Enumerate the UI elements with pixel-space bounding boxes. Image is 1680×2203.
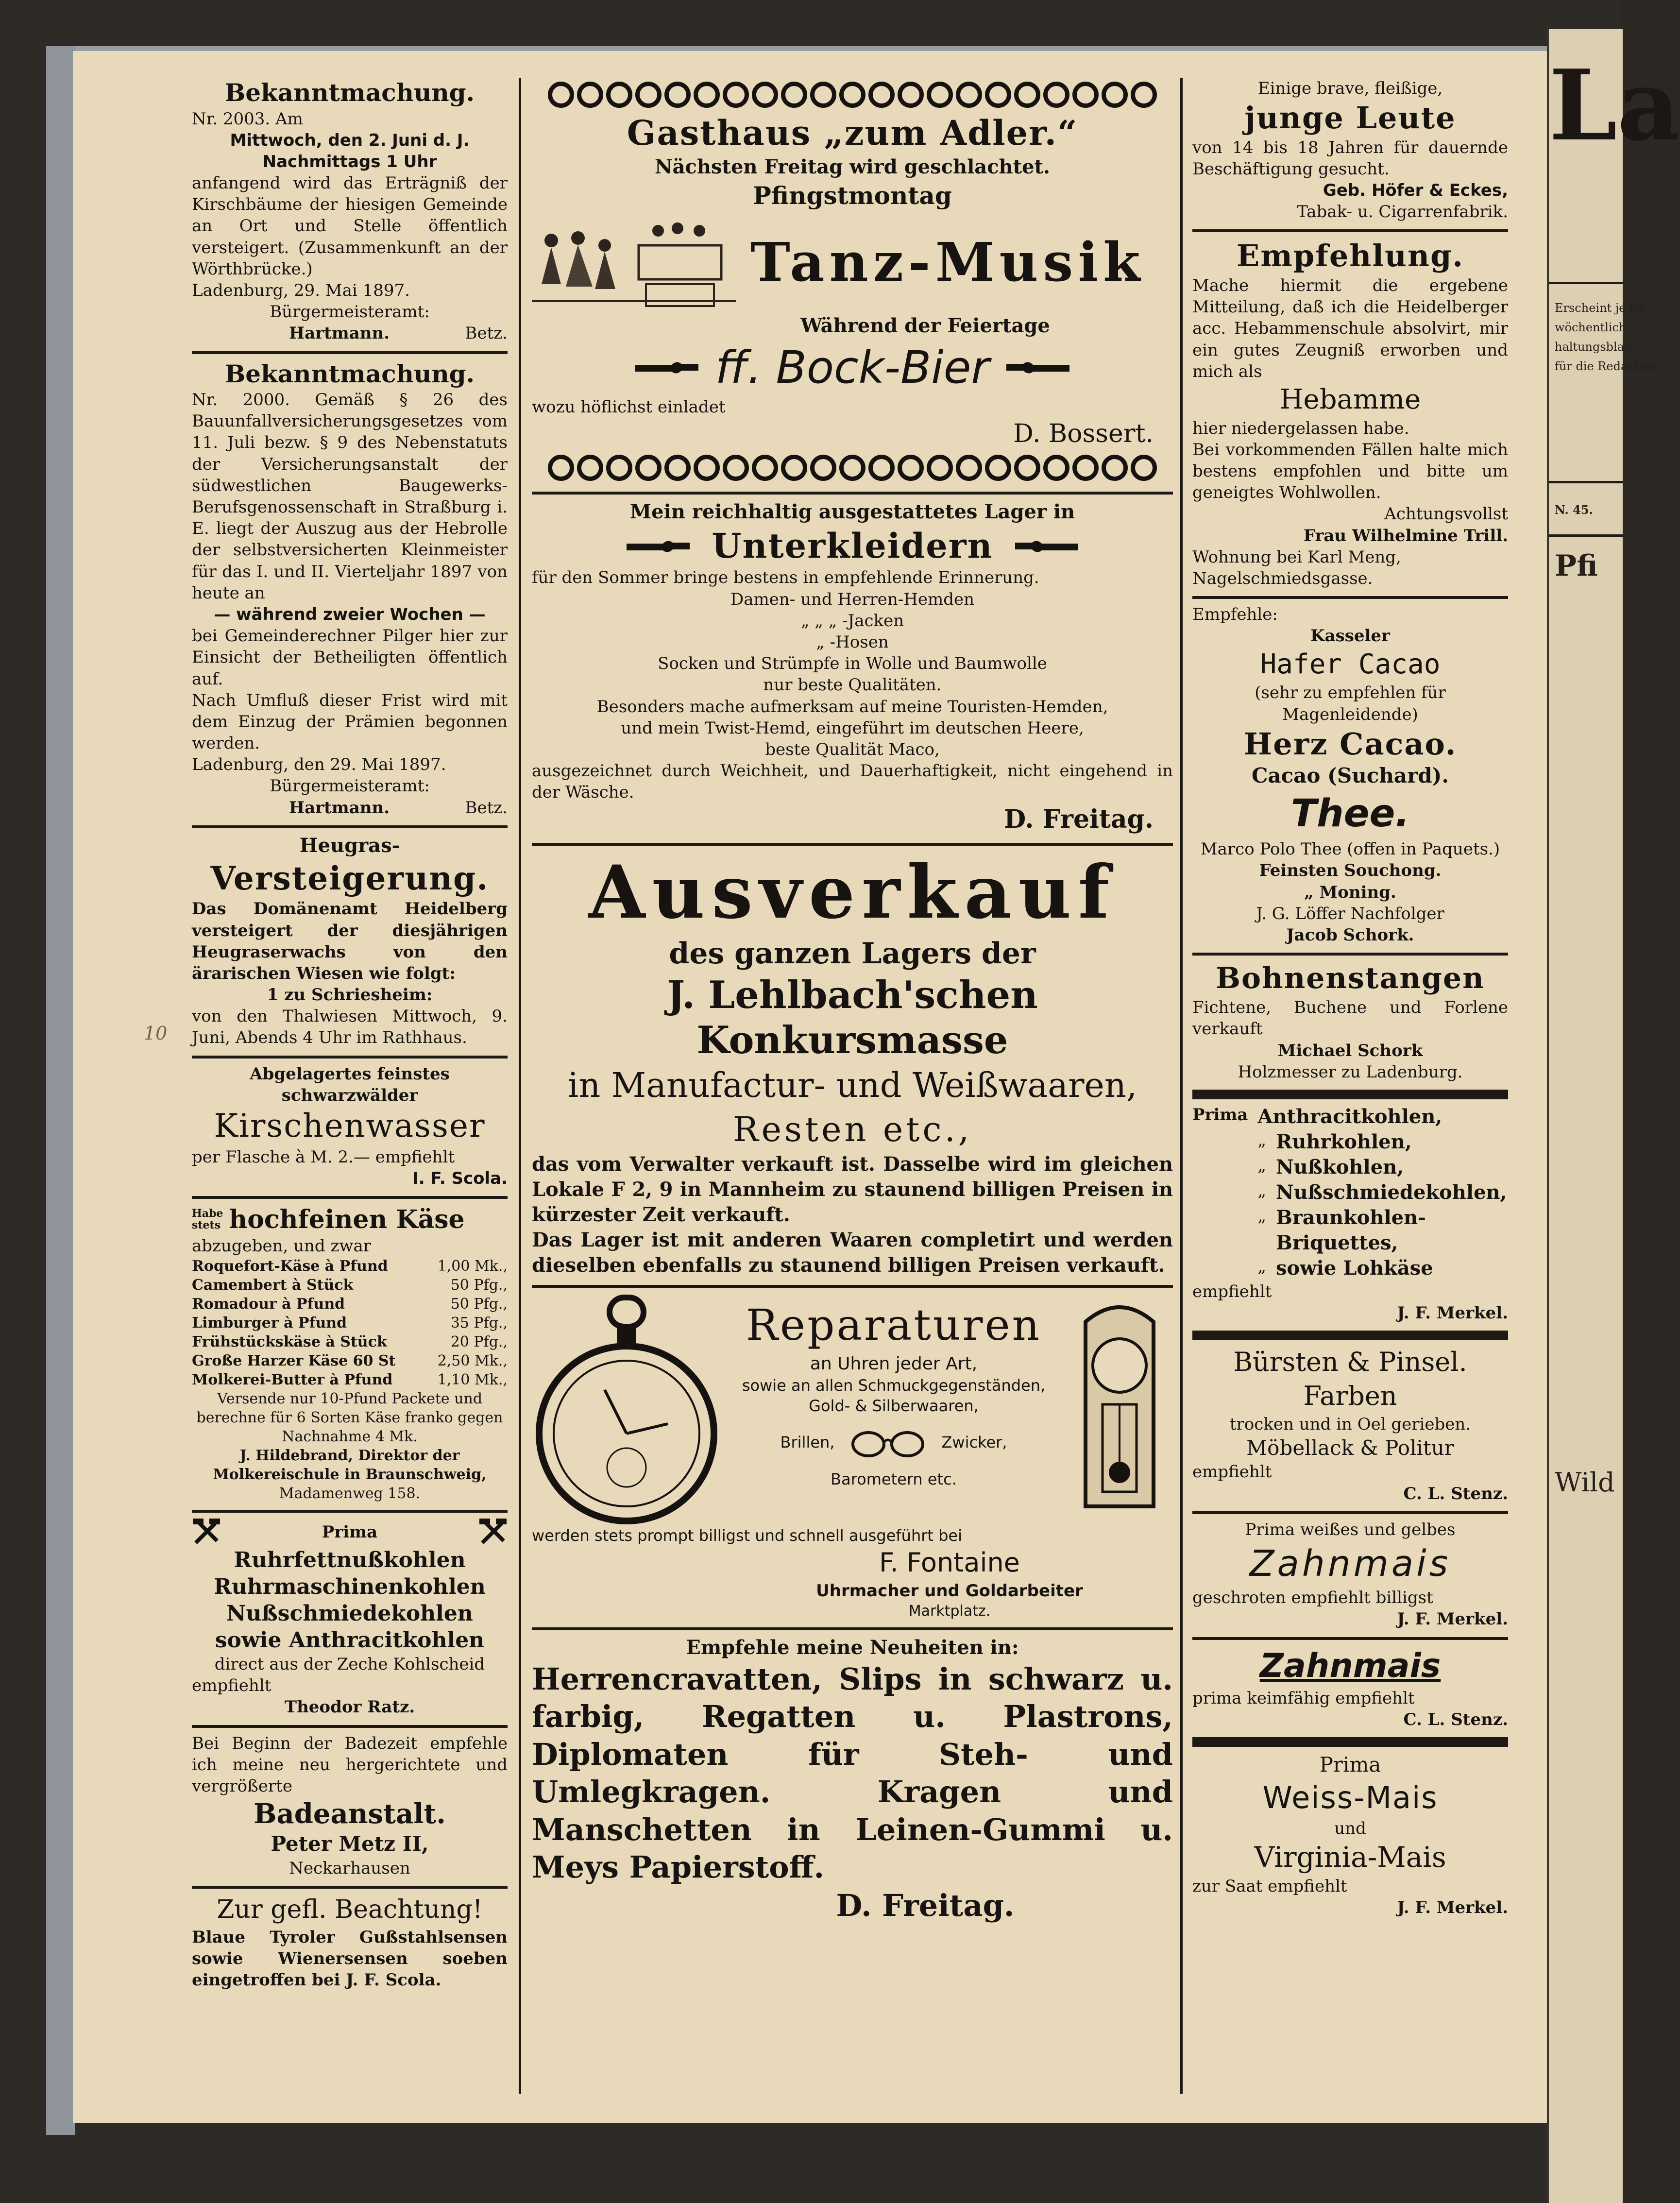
ring-ornament bbox=[810, 455, 836, 481]
ring-ornament bbox=[606, 455, 632, 481]
coal-item: sowie Lohkäse bbox=[1276, 1256, 1433, 1280]
ad-line: Damen- und Herren-Hemden bbox=[730, 589, 975, 609]
next-page-text: Erscheint jeder bbox=[1555, 301, 1646, 315]
ad-signature: D. Freitag. bbox=[836, 1887, 1015, 1923]
notice-emphasis: — während zweier Wochen — bbox=[214, 604, 486, 624]
crossed-hammers-icon bbox=[478, 1518, 508, 1547]
notice-bauunfall bbox=[192, 354, 508, 828]
ad-body: Herrencravatten, Slips in schwarz u. farbig, Regatten u. Plastrons, Diplomaten für Steh- und Umlegkragen. Kragen und Manschetten in Leinen-Gummi u. Meys Papierstoff. bbox=[532, 1661, 1173, 1885]
ad-title: Versteigerung. bbox=[210, 859, 489, 897]
ring-ornament bbox=[1102, 82, 1128, 108]
ring-ornament bbox=[1043, 82, 1069, 108]
ring-ornament bbox=[548, 82, 574, 108]
ad-line: J. G. Löffer Nachfolger bbox=[1256, 904, 1444, 923]
pointing-hand-icon bbox=[1013, 529, 1081, 563]
ad-signature: I. F. Scola. bbox=[412, 1168, 508, 1188]
ad-line: wozu höflichst einladet bbox=[532, 397, 726, 417]
ring-ornament bbox=[1102, 455, 1128, 481]
next-page-text: wöchentlich bbox=[1555, 321, 1627, 334]
ad-body: ausgezeichnet durch Weichheit, und Dauerhaftigkeit, nicht eingehend in der Wäsche. bbox=[532, 761, 1173, 803]
ad-headline: ff. Bock-Bier bbox=[715, 341, 990, 393]
coal-list bbox=[1257, 1104, 1508, 1281]
ad-ausverkauf bbox=[532, 846, 1173, 1288]
price-row bbox=[192, 1332, 508, 1351]
next-page-text: Wild bbox=[1555, 1467, 1615, 1498]
ad-title: Empfehlung. bbox=[1236, 238, 1464, 274]
dancers-illustration bbox=[532, 211, 736, 313]
notice-signature: Hartmann. bbox=[289, 324, 390, 343]
ring-ornament bbox=[664, 455, 691, 481]
column-right bbox=[1192, 73, 1508, 1925]
ring-ornament bbox=[577, 455, 603, 481]
crossed-hammers-icon bbox=[192, 1518, 221, 1547]
ad-line: J. Lehlbach'schen Konkursmasse bbox=[667, 973, 1038, 1063]
notice-body: anfangend wird das Erträgniß der Kirschbäume der hiesigen Gemeinde an Ort und Stelle öffentlich versteigert. (Zusammenkunft an der Wörthbrücke.) bbox=[192, 173, 508, 279]
ad-line: und bbox=[1334, 1818, 1366, 1838]
ad-line: Prima weißes und gelbes bbox=[1245, 1520, 1456, 1539]
ring-ornament bbox=[694, 455, 720, 481]
ad-body: Blaue Tyroler Gußstahlsensen sowie Wienersensen soeben eingetroffen bei J. F. Scola. bbox=[192, 1927, 508, 1990]
ad-signature: D. Bossert. bbox=[1013, 419, 1154, 449]
pointing-hand-icon bbox=[624, 529, 692, 563]
ring-ornament bbox=[839, 82, 865, 108]
next-page-rule bbox=[1549, 282, 1623, 284]
ditto-mark: „ bbox=[1257, 1256, 1267, 1276]
ad-title: Zur gefl. Beachtung! bbox=[217, 1895, 483, 1924]
ad-headline: Herz Cacao. bbox=[1243, 726, 1457, 762]
ad-line: Empfehle meine Neuheiten in: bbox=[686, 1636, 1019, 1659]
ad-line: Uhrmacher und Goldarbeiter bbox=[816, 1581, 1083, 1601]
ad-pretitle: Heugras- bbox=[299, 834, 400, 857]
ad-body: von 14 bis 18 Jahren für dauernde Beschäftigung gesucht. bbox=[1192, 137, 1508, 179]
ad-kaese bbox=[192, 1199, 508, 1513]
ad-headline: Ausverkauf bbox=[588, 850, 1117, 936]
ad-line: Tabak- u. Cigarrenfabrik. bbox=[1297, 202, 1508, 222]
ad-line: geschroten empfiehlt billigst bbox=[1192, 1588, 1433, 1608]
notice-body: Nach Umfluß dieser Frist wird mit dem Einzug der Prämien begonnen werden. bbox=[192, 690, 508, 753]
ad-body: Fichtene, Buchene und Forlene verkauft bbox=[1192, 998, 1508, 1039]
ring-ornament bbox=[1072, 82, 1099, 108]
ad-headline: Farben bbox=[1303, 1381, 1397, 1412]
price-list bbox=[192, 1257, 508, 1389]
ad-signature: Theodor Ratz. bbox=[284, 1697, 415, 1717]
column-middle bbox=[532, 73, 1173, 1932]
ad-line: Brillen, bbox=[780, 1433, 835, 1452]
ad-kohlen bbox=[192, 1513, 508, 1728]
price-item-price: 20 Pfg., bbox=[450, 1333, 508, 1351]
ad-signature: Jacob Schork. bbox=[1286, 925, 1414, 945]
ad-badeanstalt bbox=[192, 1728, 508, 1889]
ring-ornament bbox=[956, 82, 982, 108]
coal-row bbox=[1257, 1180, 1508, 1205]
ad-line: direct aus der Zeche Kohlscheid bbox=[214, 1655, 485, 1674]
coal-row bbox=[1257, 1129, 1508, 1155]
ad-buersten bbox=[1192, 1333, 1508, 1514]
ad-line: „ „ „ -Jacken bbox=[800, 611, 904, 631]
price-row bbox=[192, 1276, 508, 1295]
ad-body: hier niedergelassen habe. bbox=[1192, 418, 1409, 438]
price-item-price: 1,00 Mk., bbox=[437, 1258, 508, 1275]
ad-line: Barometern etc. bbox=[831, 1470, 957, 1489]
price-item-name: Roquefort-Käse à Pfund bbox=[192, 1258, 388, 1275]
ad-line: Möbellack & Politur bbox=[1246, 1435, 1454, 1460]
ad-subtitle: abzugeben, und zwar bbox=[192, 1236, 372, 1256]
ad-line: beste Qualität Maco, bbox=[765, 739, 940, 759]
ad-line: Ruhrmaschinenkohlen bbox=[214, 1574, 486, 1600]
ad-pretitle: Prima bbox=[1319, 1753, 1381, 1777]
ad-line: für den Sommer bringe bestens in empfehlende Erinnerung. bbox=[532, 568, 1039, 588]
ad-headline: Zahnmais bbox=[1259, 1646, 1441, 1685]
ad-line: Besonders mache aufmerksam auf meine Touristen-Hemden, bbox=[596, 697, 1108, 717]
ditto-mark: „ bbox=[1257, 1130, 1267, 1150]
ad-body: Versende nur 10-Pfund Packete und berechne für 6 Sorten Käse franko gegen Nachnahme 4 Mk. bbox=[196, 1390, 503, 1446]
price-item-name: Frühstückskäse à Stück bbox=[192, 1333, 387, 1351]
coal-row bbox=[1257, 1205, 1508, 1256]
ad-title: hochfeinen Käse bbox=[229, 1204, 465, 1234]
ad-kirschenwasser bbox=[192, 1059, 508, 1199]
price-row bbox=[192, 1314, 508, 1332]
next-page-masthead: La bbox=[1549, 49, 1680, 163]
price-item-price: 35 Pfg., bbox=[450, 1315, 508, 1332]
ad-place: Neckarhausen bbox=[289, 1858, 410, 1878]
ring-ornament bbox=[781, 82, 807, 108]
ring-ornament bbox=[985, 82, 1011, 108]
notice-office: Bürgermeisteramt: bbox=[270, 776, 430, 796]
next-page-edge bbox=[1547, 29, 1680, 2203]
ad-line: per Flasche à M. 2.— empfiehlt bbox=[192, 1147, 455, 1167]
ad-line: prima keimfähig empfiehlt bbox=[1192, 1688, 1415, 1708]
ad-title: Gasthaus „zum Adler.“ bbox=[627, 113, 1078, 153]
ad-body: Bei vorkommenden Fällen halte mich bestens empfohlen und bitte um geneigtes Wohlwollen. bbox=[1192, 440, 1508, 503]
ad-line: Cacao (Suchard). bbox=[1251, 764, 1449, 788]
ad-line: werden stets prompt billigst und schnell ausgeführt bei bbox=[532, 1526, 962, 1545]
ad-emphasis: Hebamme bbox=[1279, 383, 1421, 415]
ring-ornament bbox=[927, 455, 953, 481]
ad-line: Achtungsvollst bbox=[1384, 504, 1508, 524]
ditto-mark: „ bbox=[1257, 1155, 1267, 1175]
ad-line: Socken und Strümpfe in Wolle und Baumwolle bbox=[658, 654, 1047, 674]
ad-neuheiten bbox=[532, 1630, 1173, 1932]
ring-ornament bbox=[694, 82, 720, 108]
notice-title: Bekanntmachung. bbox=[224, 359, 475, 388]
coal-item: Braunkohlen-Briquettes, bbox=[1276, 1206, 1426, 1254]
ad-pretitle: Abgelagertes feinstes schwarzwälder bbox=[250, 1064, 450, 1105]
ad-title: Kirschenwasser bbox=[214, 1107, 486, 1144]
column-left bbox=[192, 73, 508, 1998]
ad-line: Nußschmiedekohlen bbox=[226, 1601, 473, 1626]
ad-line: empfiehlt bbox=[192, 1676, 272, 1696]
ad-body: Das Domänenamt Heidelberg versteigert der diesjährigen Heugraserwachs von den ärarischen Wiesen wie folgt: bbox=[192, 899, 508, 983]
notice-place: Ladenburg, 29. Mai 1897. bbox=[192, 281, 410, 300]
ring-ornament bbox=[927, 82, 953, 108]
price-item-price: 50 Pfg., bbox=[450, 1296, 508, 1313]
ad-headline: Virginia-Mais bbox=[1254, 1840, 1446, 1874]
pointing-hand-icon bbox=[633, 350, 701, 384]
ring-ornament bbox=[839, 455, 865, 481]
ring-ornament bbox=[635, 455, 662, 481]
notice-line: Nr. 2003. Am bbox=[192, 109, 303, 129]
notice-place: Ladenburg, den 29. Mai 1897. bbox=[192, 755, 446, 775]
ad-title: Unterkleidern bbox=[712, 525, 993, 566]
ad-headline: Weiss-Mais bbox=[1262, 1779, 1438, 1815]
ring-ornament bbox=[1043, 455, 1069, 481]
ad-line: Während der Feiertage bbox=[800, 314, 1050, 337]
ad-pretitle: Habe bbox=[192, 1207, 223, 1220]
ad-signature: F. Fontaine bbox=[879, 1547, 1020, 1578]
coal-item: Nußschmiedekohlen, bbox=[1276, 1180, 1507, 1204]
ad-cacao bbox=[1192, 599, 1508, 956]
coal-row bbox=[1257, 1256, 1508, 1281]
price-item-price: 2,50 Mk., bbox=[437, 1352, 508, 1370]
column-rule-1 bbox=[519, 78, 521, 2094]
ad-pretitle: stets bbox=[192, 1219, 221, 1232]
price-row bbox=[192, 1370, 508, 1389]
ad-line: empfiehlt bbox=[1192, 1281, 1272, 1301]
notice-title: Bekanntmachung. bbox=[224, 78, 475, 107]
ad-pretitle: Prima bbox=[322, 1522, 378, 1542]
ad-line: 1 zu Schriesheim: bbox=[267, 985, 433, 1005]
ad-signature: Michael Schork bbox=[1277, 1041, 1423, 1060]
ring-ornament bbox=[723, 455, 749, 481]
ad-line: Holzmesser zu Ladenburg. bbox=[1238, 1062, 1463, 1082]
ad-bohnenstangen bbox=[1192, 956, 1508, 1093]
ad-signature: Peter Metz II, bbox=[271, 1832, 429, 1856]
notice-office: Bürgermeisteramt: bbox=[270, 302, 430, 322]
ring-ornament bbox=[898, 82, 924, 108]
ring-ornament bbox=[635, 82, 662, 108]
ad-heugras bbox=[192, 828, 508, 1059]
ring-ornament bbox=[985, 455, 1011, 481]
ring-ornament bbox=[868, 82, 895, 108]
ad-line: Feinsten Souchong. bbox=[1259, 861, 1442, 881]
price-item-name: Limburger à Pfund bbox=[192, 1315, 347, 1332]
ditto-mark: „ bbox=[1257, 1180, 1267, 1200]
ad-line: sowie Anthracitkohlen bbox=[215, 1628, 485, 1653]
ad-signature: Geb. Höfer & Eckes, bbox=[1323, 181, 1508, 201]
ring-ornament bbox=[1131, 455, 1157, 481]
ad-zahnmais-merkel bbox=[1192, 1514, 1508, 1640]
margin-mark: 10 bbox=[144, 1023, 168, 1044]
ad-title: junge Leute bbox=[1244, 100, 1456, 136]
next-page-rule bbox=[1549, 481, 1623, 483]
ad-headline: Zahnmais bbox=[1249, 1542, 1451, 1585]
price-item-name: Große Harzer Käse 60 St bbox=[192, 1352, 396, 1370]
ad-headline: Thee. bbox=[1290, 791, 1410, 836]
ad-line: Pfingstmontag bbox=[753, 181, 952, 210]
ad-body: von den Thalwiesen Mittwoch, 9. Juni, Abends 4 Uhr im Rathhaus. bbox=[192, 1007, 508, 1048]
pocket-watch-illustration bbox=[532, 1293, 721, 1526]
ad-hebamme bbox=[1192, 232, 1508, 599]
ad-line: „ Moning. bbox=[1304, 882, 1396, 902]
ring-ornament bbox=[781, 455, 807, 481]
ad-line: Zwicker, bbox=[941, 1433, 1007, 1452]
notice-line: Mittwoch, den 2. Juni d. J. bbox=[230, 130, 470, 150]
ad-signature: J. F. Merkel. bbox=[1397, 1898, 1508, 1918]
ad-line: Nächsten Freitag wird geschlachtet. bbox=[655, 155, 1050, 178]
next-page-rule bbox=[1549, 534, 1623, 537]
notice-body: bei Gemeinderechner Pilger hier zur Einsicht der Betheiligten öffentlich auf. bbox=[192, 626, 508, 689]
ring-ornament bbox=[1014, 455, 1040, 481]
ditto-mark: „ bbox=[1257, 1206, 1267, 1226]
price-item-price: 50 Pfg., bbox=[450, 1277, 508, 1294]
ad-line: an Uhren jeder Art, bbox=[810, 1354, 978, 1374]
ad-pretitle: Prima bbox=[1192, 1105, 1248, 1125]
ad-signature: J. Hildebrand, Direktor der Molkereischule in Braunschweig, bbox=[213, 1447, 487, 1484]
price-item-price: 1,10 Mk., bbox=[437, 1371, 508, 1389]
ad-body: Bei Beginn der Badezeit empfehle ich meine neu hergerichtete und vergrößerte bbox=[192, 1733, 508, 1796]
column-rule-2 bbox=[1180, 78, 1183, 2094]
ad-line: zur Saat empfiehlt bbox=[1192, 1877, 1347, 1896]
ad-line: trocken und in Oel gerieben. bbox=[1229, 1414, 1471, 1434]
ad-anthracit bbox=[1192, 1093, 1508, 1333]
ad-line: (sehr zu empfehlen für Magenleidende) bbox=[1255, 683, 1446, 724]
next-page-text: für die Redaktion bbox=[1555, 359, 1658, 373]
notice-body: Nr. 2000. Gemäß § 26 des Bauunfallversicherungsgesetzes vom 11. Juli bezw. § 9 des Nebenstatuts der Versicherungsanstalt der südwestlichen Baugewerks-Berufsgenossenschaft in Straßburg i. E. liegt der Auszug aus der Hebrolle der selbstversicherten Kleinmeister für das I. und II. Vierteljahr 1897 von heute an bbox=[192, 390, 508, 603]
ring-ornament bbox=[868, 455, 895, 481]
ad-signature: J. F. Merkel. bbox=[1397, 1609, 1508, 1629]
price-row bbox=[192, 1257, 508, 1276]
price-row bbox=[192, 1295, 508, 1314]
ad-reparaturen bbox=[532, 1288, 1173, 1630]
coal-row bbox=[1257, 1104, 1508, 1129]
next-page-text: haltungsblatt bbox=[1555, 340, 1634, 354]
ad-signature: C. L. Stenz. bbox=[1403, 1484, 1508, 1503]
ad-title: Badeanstalt. bbox=[254, 1798, 446, 1830]
ad-line: des ganzen Lagers der bbox=[669, 936, 1036, 971]
ad-pretitle: Empfehle: bbox=[1192, 605, 1278, 625]
ad-signature: Frau Wilhelmine Trill. bbox=[1303, 526, 1508, 546]
ad-signature: C. L. Stenz. bbox=[1403, 1710, 1508, 1730]
coal-item: Nußkohlen, bbox=[1276, 1155, 1404, 1178]
ad-body: das vom Verwalter verkauft ist. Dasselbe wird im gleichen Lokale F 2, 9 in Mannheim zu staunend billigen Preisen in kürzester Zeit verkauft. bbox=[532, 1152, 1173, 1226]
ad-line: sowie an allen Schmuckgegenständen, Gold- & Silberwaaren, bbox=[742, 1376, 1046, 1415]
ad-junge-leute bbox=[1192, 73, 1508, 232]
ring-ornament bbox=[1131, 82, 1157, 108]
ad-unterkleidern bbox=[532, 495, 1173, 846]
ring-ornament bbox=[548, 455, 574, 481]
ad-line: und mein Twist-Hemd, eingeführt im deutschen Heere, bbox=[621, 718, 1084, 738]
notice-kirschen bbox=[192, 73, 508, 354]
ad-sensen bbox=[192, 1889, 508, 1998]
ring-ornament bbox=[752, 82, 778, 108]
ad-address: Wohnung bei Karl Meng, Nagelschmiedsgasse. bbox=[1192, 547, 1401, 588]
ring-ornament bbox=[723, 82, 749, 108]
ad-line: „ -Hosen bbox=[816, 632, 889, 652]
pointing-hand-icon bbox=[1004, 350, 1072, 384]
coal-row bbox=[1257, 1155, 1508, 1180]
ring-ornament bbox=[1014, 82, 1040, 108]
ad-place: Marktplatz. bbox=[908, 1602, 991, 1620]
ad-weiss-mais bbox=[1192, 1740, 1508, 1925]
ad-headline: Tanz-Musik bbox=[750, 230, 1145, 293]
price-row bbox=[192, 1351, 508, 1370]
ring-ornament bbox=[606, 82, 632, 108]
ring-border-bottom bbox=[532, 451, 1173, 485]
ad-line: nur beste Qualitäten. bbox=[763, 675, 942, 695]
ad-line: Resten etc., bbox=[732, 1109, 972, 1149]
price-item-name: Camembert à Stück bbox=[192, 1277, 354, 1294]
ring-border-top bbox=[532, 78, 1173, 112]
ad-line: Kasseler bbox=[1310, 626, 1390, 646]
ad-headline: Reparaturen bbox=[746, 1299, 1042, 1350]
ad-headline: Bürsten & Pinsel. bbox=[1233, 1347, 1467, 1378]
ad-address: Madamenweg 158. bbox=[279, 1485, 421, 1503]
next-page-text: Pfi bbox=[1555, 549, 1598, 583]
ad-body: Das Lager ist mit anderen Waaren completirt und werden dieselben ebenfalls zu staunend billigen Preisen verkauft. bbox=[532, 1228, 1173, 1277]
ad-line: empfiehlt bbox=[1192, 1462, 1272, 1482]
ad-zahnmais-stenz bbox=[1192, 1640, 1508, 1741]
ring-ornament bbox=[664, 82, 691, 108]
ad-line: Marco Polo Thee (offen in Paquets.) bbox=[1200, 839, 1500, 859]
next-page-text: N. 45. bbox=[1555, 503, 1593, 517]
ad-line: Einige brave, fleißige, bbox=[1257, 79, 1443, 98]
price-item-name: Molkerei-Butter à Pfund bbox=[192, 1371, 393, 1389]
notice-signature: Hartmann. bbox=[289, 798, 390, 818]
ad-gasthaus-adler bbox=[532, 73, 1173, 495]
ad-signature: J. F. Merkel. bbox=[1397, 1303, 1508, 1323]
ring-ornament bbox=[898, 455, 924, 481]
notice-signature-2: Betz. bbox=[465, 798, 508, 818]
ad-title: Bohnenstangen bbox=[1216, 961, 1485, 996]
ad-line: in Manufactur- und Weißwaaren, bbox=[567, 1065, 1137, 1105]
pendulum-clock-illustration bbox=[1066, 1293, 1173, 1526]
coal-item: Ruhrkohlen, bbox=[1276, 1130, 1412, 1153]
coal-item: Anthracitkohlen, bbox=[1257, 1105, 1442, 1128]
binding-edge bbox=[46, 46, 75, 2135]
ring-ornament bbox=[577, 82, 603, 108]
ad-line: Mein reichhaltig ausgestattetes Lager in bbox=[629, 500, 1075, 523]
notice-signature-2: Betz. bbox=[465, 324, 508, 343]
ring-ornament bbox=[956, 455, 982, 481]
ring-ornament bbox=[752, 455, 778, 481]
ad-headline: Hafer Cacao bbox=[1260, 648, 1441, 680]
ring-ornament bbox=[810, 82, 836, 108]
notice-line: Nachmittags 1 Uhr bbox=[262, 152, 437, 171]
price-item-name: Romadour à Pfund bbox=[192, 1296, 345, 1313]
ring-ornament bbox=[1072, 455, 1099, 481]
ad-body: Mache hiermit die ergebene Mitteilung, daß ich die Heidelberger acc. Hebammenschule absolvirt, mir ein gutes Zeugniß erworben und mich als bbox=[1192, 275, 1508, 381]
ad-line: Ruhrfettnußkohlen bbox=[234, 1548, 466, 1573]
spectacles-icon bbox=[849, 1426, 927, 1460]
ad-signature: D. Freitag. bbox=[1004, 804, 1154, 835]
